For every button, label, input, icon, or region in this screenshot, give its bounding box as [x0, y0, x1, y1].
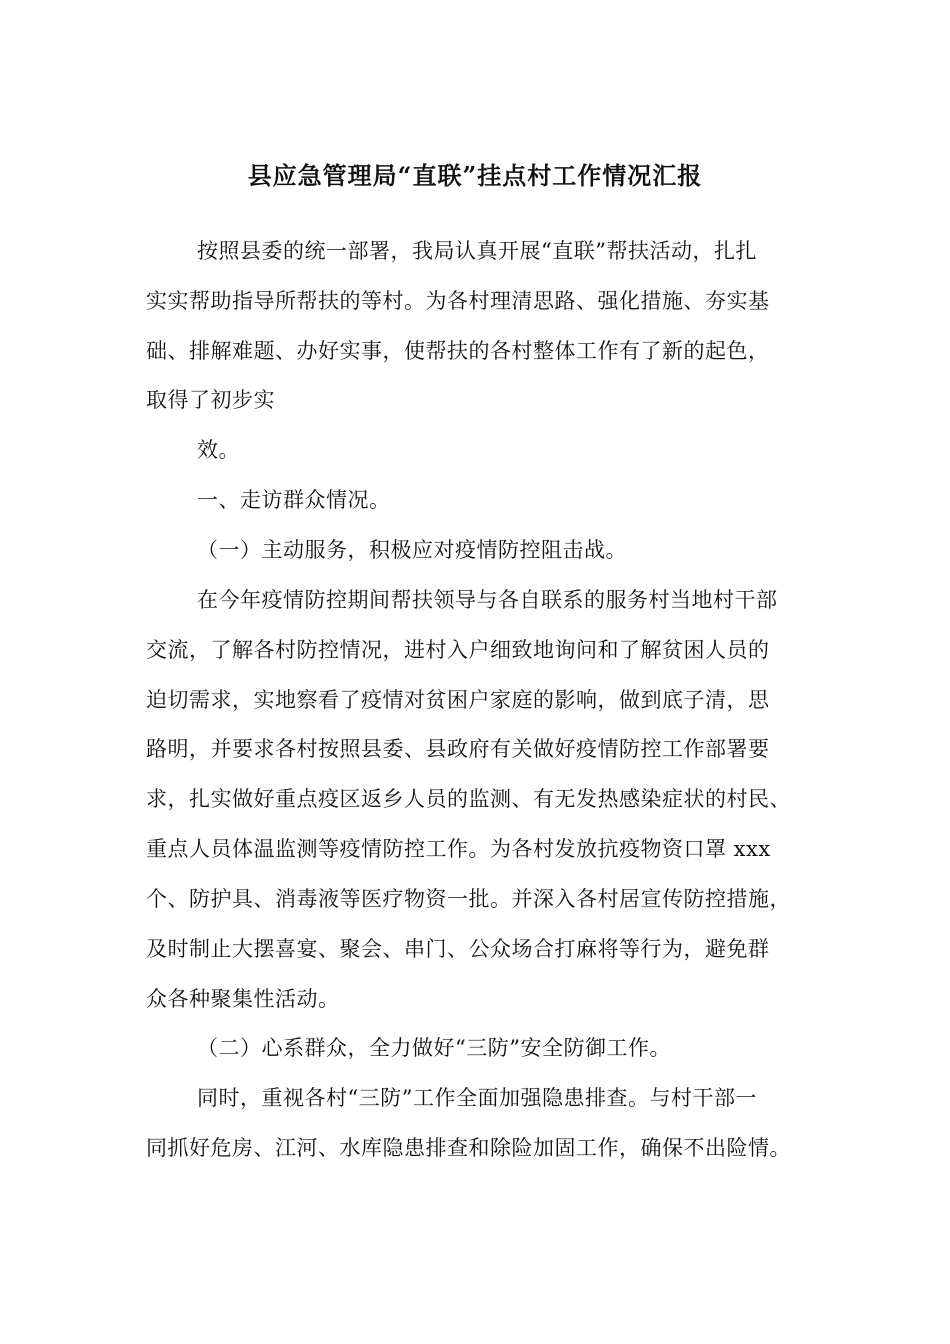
paragraph-line: 按照县委的统一部署，我局认真开展“直联”帮扶活动，扎扎 [197, 239, 757, 263]
paragraph-line: 众各种聚集性活动。 [146, 987, 340, 1011]
paragraph-line: 求，扎实做好重点疫区返乡人员的监测、有无发热感染症状的村民、 [146, 787, 791, 811]
paragraph-line: 路明，并要求各村按照县委、县政府有关做好疫情防控工作部署要 [146, 737, 770, 761]
paragraph-line: 同时，重视各村“三防”工作全面加强隐患排查。与村干部一 [197, 1086, 757, 1110]
paragraph-line: 重点人员体温监测等疫情防控工作。为各村发放抗疫物资口罩 xxx [146, 837, 771, 861]
subsection-heading: （一）主动服务，积极应对疫情防控阻击战。 [197, 538, 627, 562]
subsection-heading: （二）心系群众，全力做好“三防”安全防御工作。 [197, 1036, 671, 1060]
paragraph-line: 迫切需求，实地察看了疫情对贫困户家庭的影响，做到底子清，思 [146, 688, 770, 712]
paragraph-line: 础、排解难题、办好实事，使帮扶的各村整体工作有了新的起色， [146, 339, 770, 363]
paragraph-line: 取得了初步实 [146, 388, 275, 412]
section-heading: 一、走访群众情况。 [197, 488, 391, 512]
paragraph-line: 实实帮助指导所帮扶的等村。为各村理清思路、强化措施、夯实基 [146, 289, 770, 313]
paragraph-line: 及时制止大摆喜宴、聚会、串门、公众场合打麻将等行为，避免群 [146, 937, 770, 961]
paragraph-line: 在今年疫情防控期间帮扶领导与各自联系的服务村当地村干部 [197, 588, 778, 612]
paragraph-line: 效。 [197, 438, 240, 462]
paragraph-line: 同抓好危房、江河、水库隐患排查和除险加固工作，确保不出险情。 [146, 1136, 791, 1160]
paragraph-line: 交流，了解各村防控情况，进村入户细致地询问和了解贫困人员的 [146, 638, 770, 662]
document-title: 县应急管理局“直联”挂点村工作情况汇报 [247, 161, 703, 190]
paragraph-line: 个、防护具、消毒液等医疗物资一批。并深入各村居宣传防控措施， [146, 887, 791, 911]
